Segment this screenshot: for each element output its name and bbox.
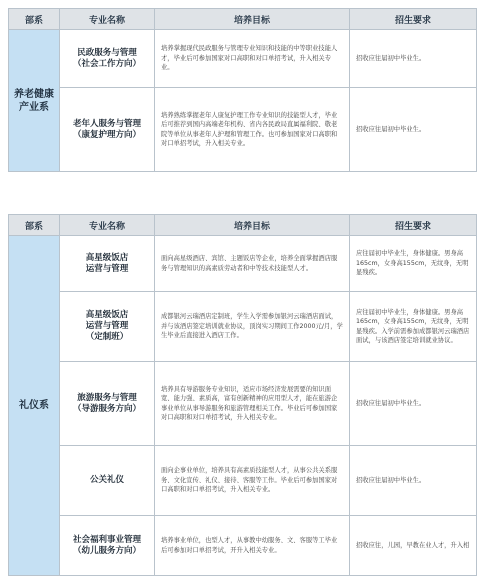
table-row — [9, 88, 477, 172]
major-name: 高星级饭店 运营与管理 （定制班） — [60, 292, 155, 362]
training-goal: 培养掌握现代民政服务与管理专业知识和技能的中等职业技能人才，毕业后可参加国家对口高职和对口单招考试，升入相关专业。 — [155, 30, 350, 88]
major-name: 旅游服务与管理 （导游服务方向） — [60, 362, 155, 446]
header-goal: 培养目标 — [155, 215, 350, 236]
training-goal: 成都银河云瑞酒店定制班，学生入学需参加银河云瑞酒店面试，并与该酒店签定培训就业协议，顶岗实习期间工作2000元/月，学生毕业后直接进入酒店工作。 — [155, 292, 350, 362]
table-row — [9, 236, 477, 292]
training-goal: 面向高星级酒店、宾馆、主题饭店等企业，培养全面掌握酒店服务与管理知识的高素质劳动者和中等技术技能型人才。 — [155, 236, 350, 292]
major-name: 民政服务与管理 （社会工作方向） — [60, 30, 155, 88]
training-goal: 培养熟练掌握老年人康复护理工作专业知识的技能型人才，毕业后可推荐到国内高端老年机构、省内各民政局直属福利院、敬老院等单位从事老年人护理和管理工作。也可参加国家对口高职和对口单招考试，升入相关专业。 — [155, 88, 350, 172]
training-goal: 培养具有导游服务专业知识，适应市场经济发展需要的知识面宽、能力强、素质高，富有创新精神的应用型人才，能在旅游企事业单位从事导游服务和旅游管理相关工作。毕业后可参加国家对口高职和对口单招考试，升入相关专业。 — [155, 362, 350, 446]
header-requirement: 招生要求 — [350, 215, 477, 236]
department-cell: 礼仪系 — [9, 236, 60, 576]
table-row — [9, 292, 477, 362]
enrollment-requirement: 招收应往届初中毕业生。 — [350, 88, 477, 172]
enrollment-requirement: 应往届初中毕业生，身体健康。男身高165cm，女身高155cm，无纹身，无明显残疾。 — [350, 236, 477, 292]
table-row — [9, 30, 477, 88]
header-department: 部系 — [9, 215, 60, 236]
major-name: 老年人服务与管理 （康复护理方向） — [60, 88, 155, 172]
enrollment-requirement: 招收应往届初中毕业生。 — [350, 446, 477, 516]
enrollment-requirement: 招收应往届初中毕业生。 — [350, 30, 477, 88]
header-major: 专业名称 — [60, 9, 155, 30]
header-requirement: 招生要求 — [350, 9, 477, 30]
table-header-row — [9, 215, 477, 236]
major-name: 高星级饭店 运营与管理 — [60, 236, 155, 292]
enrollment-table-elderly — [8, 8, 477, 172]
header-goal: 培养目标 — [155, 9, 350, 30]
header-major: 专业名称 — [60, 215, 155, 236]
table-row — [9, 516, 477, 576]
training-goal: 培养事业单位，也型人才，从事教中幼服务、文、客服等工毕业后可参加对口单招考试，开升入相关专业。 — [155, 516, 350, 576]
major-name: 公关礼仪 — [60, 446, 155, 516]
enrollment-requirement: 招收应往届初中毕业生。 — [350, 362, 477, 446]
header-department: 部系 — [9, 9, 60, 30]
department-cell: 养老健康 产业系 — [9, 30, 60, 172]
table-header-row — [9, 9, 477, 30]
table-row — [9, 446, 477, 516]
enrollment-table-etiquette — [8, 214, 477, 576]
enrollment-requirement: 应往届初中毕业生，身体健康。男身高165cm，女身高155cm，无纹身，无明显残疾。入学前需参加成都银河云瑞酒店面试，与该酒店签定培训就业协议。 — [350, 292, 477, 362]
training-goal: 面向企事业单位，培养具有高素质技能型人才，从事公共关系服务、文化宣传、礼仪、接待、客服等工作。毕业后可参加国家对口高职和对口单招考试，升入相关专业。 — [155, 446, 350, 516]
table-row — [9, 362, 477, 446]
enrollment-requirement: 招收应往，儿园，早教在业人才，升入相 — [350, 516, 477, 576]
major-name: 社会福利事业管理 （幼儿服务方向） — [60, 516, 155, 576]
